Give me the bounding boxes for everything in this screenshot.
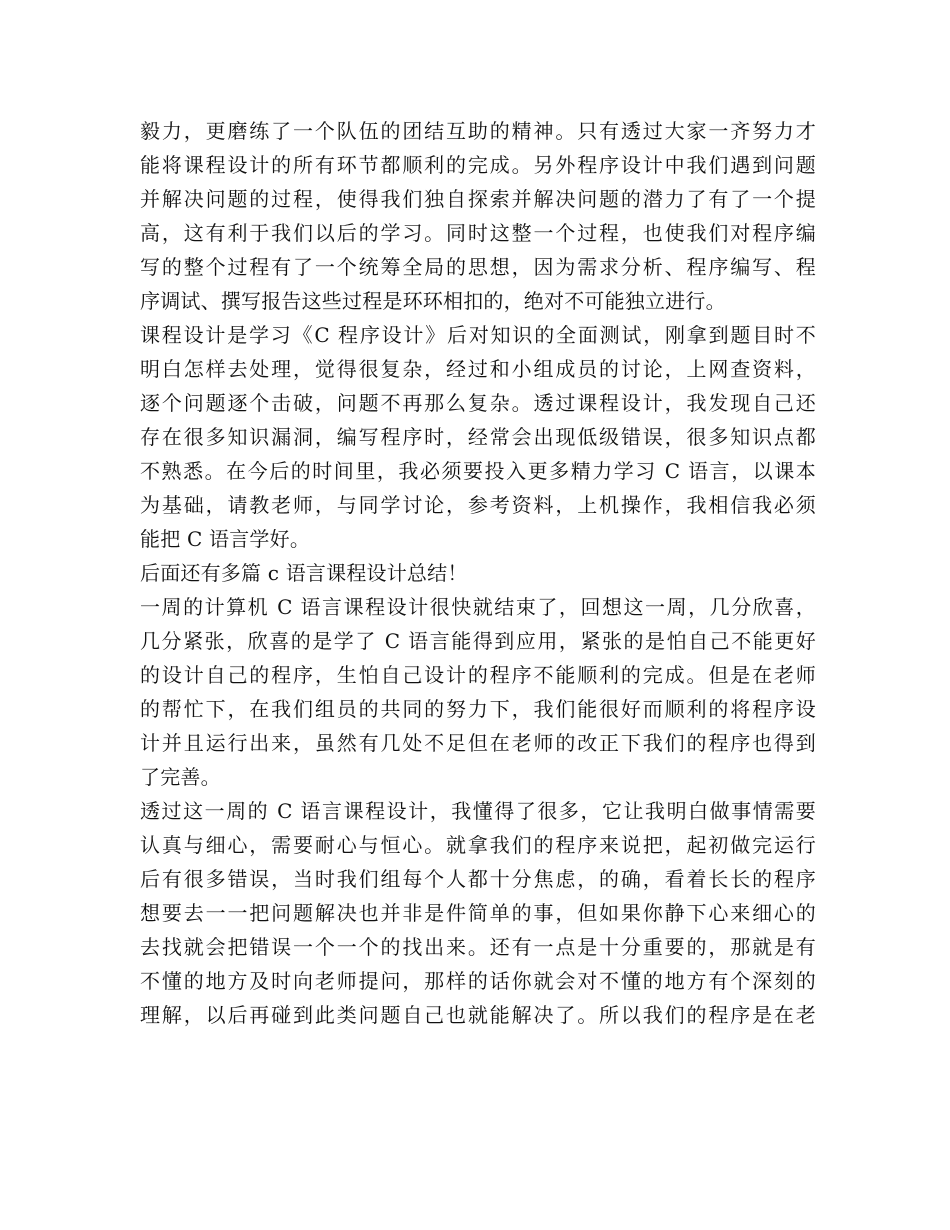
text-line: 高，这有利于我们以后的学习。同时这整一个过程，也使我们对程序编 [140, 221, 816, 245]
text-line: 几分紧张，欣喜的是学了 C 语言能得到应用，紧张的是怕自己不能更好 [140, 629, 816, 653]
text-line: 一周的计算机 C 语言课程设计很快就结束了，回想这一周，几分欣喜， [140, 595, 816, 619]
document-body [140, 114, 816, 1032]
text-line: 透过这一周的 C 语言课程设计，我懂得了很多，它让我明白做事情需要 [140, 799, 816, 823]
text-line: 想要去一一把问题解决也并非是件简单的事，但如果你静下心来细心的 [140, 901, 816, 925]
text-line: 后面还有多篇 c 语言课程设计总结！ [140, 561, 468, 585]
text-line: 计并且运行出来，虽然有几处不足但在老师的改正下我们的程序也得到 [140, 731, 816, 755]
text-line: 后有很多错误，当时我们组每个人都十分焦虑，的确，看着长长的程序 [140, 867, 816, 891]
text-line: 认真与细心，需要耐心与恒心。就拿我们的程序来说把，起初做完运行 [140, 833, 816, 857]
text-line: 能将课程设计的所有环节都顺利的完成。另外程序设计中我们遇到问题 [140, 153, 816, 177]
text-line: 理解，以后再碰到此类问题自己也就能解决了。所以我们的程序是在老 [140, 1003, 816, 1027]
text-line: 为基础，请教老师，与同学讨论，参考资料，上机操作，我相信我必须 [140, 493, 816, 517]
text-line: 的帮忙下，在我们组员的共同的努力下，我们能很好而顺利的将程序设 [140, 697, 816, 721]
text-line: 存在很多知识漏洞，编写程序时，经常会出现低级错误，很多知识点都 [140, 425, 816, 449]
text-line: 并解决问题的过程，使得我们独自探索并解决问题的潜力了有了一个提 [140, 187, 816, 211]
text-line: 不懂的地方及时向老师提问，那样的话你就会对不懂的地方有个深刻的 [140, 969, 816, 993]
text-line: 序调试、撰写报告这些过程是环环相扣的，绝对不可能独立进行。 [140, 289, 726, 313]
text-line: 去找就会把错误一个一个的找出来。还有一点是十分重要的，那就是有 [140, 935, 816, 959]
text-line: 毅力，更磨练了一个队伍的团结互助的精神。只有透过大家一齐努力才 [140, 119, 816, 143]
text-line: 能把 C 语言学好。 [140, 527, 311, 551]
text-line: 了完善。 [140, 765, 221, 789]
text-line: 的设计自己的程序，生怕自己设计的程序不能顺利的完成。但是在老师 [140, 663, 816, 687]
text-line: 逐个问题逐个击破，问题不再那么复杂。透过课程设计，我发现自己还 [140, 391, 816, 415]
text-line: 课程设计是学习《C 程序设计》后对知识的全面测试，刚拿到题目时不 [140, 323, 816, 347]
text-line: 明白怎样去处理，觉得很复杂，经过和小组成员的讨论，上网查资料， [140, 357, 816, 381]
text-line: 写的整个过程有了一个统筹全局的思想，因为需求分析、程序编写、程 [140, 255, 816, 279]
text-line: 不熟悉。在今后的时间里，我必须要投入更多精力学习 C 语言，以课本 [140, 459, 816, 483]
